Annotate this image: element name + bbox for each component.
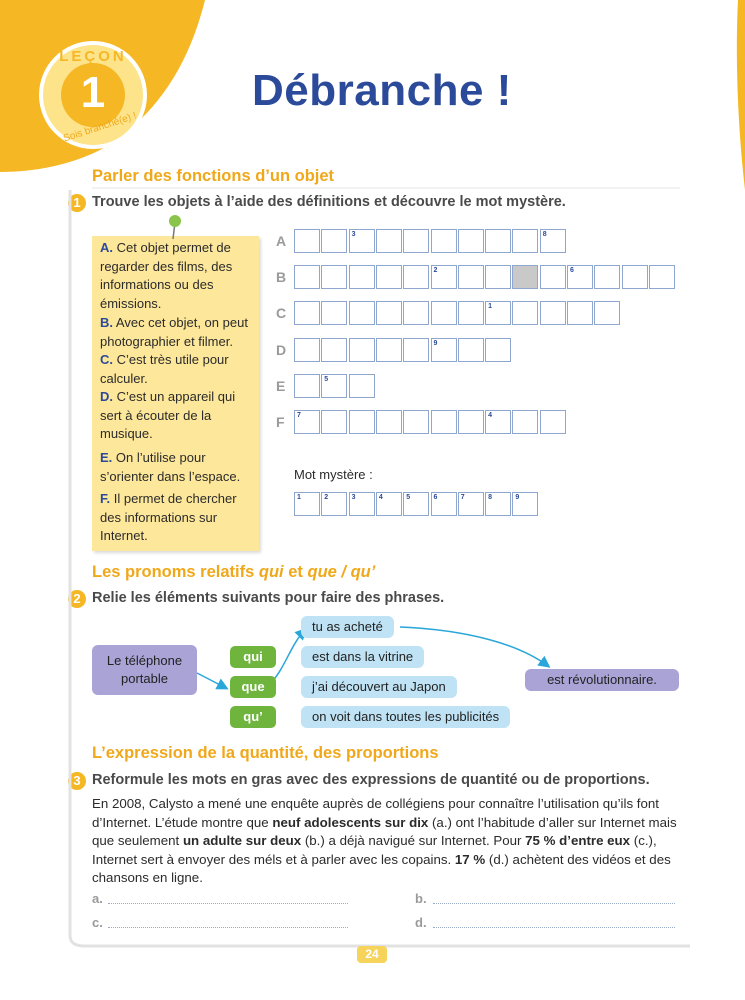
- result-box[interactable]: est révolutionnaire.: [525, 669, 679, 691]
- subject-box: Le téléphone portable: [92, 645, 197, 695]
- exercise2-instruction: Relie les éléments suivants pour faire des phrases.: [92, 590, 445, 606]
- cell-number: 5: [324, 376, 329, 383]
- cell-number: 4: [378, 494, 383, 501]
- lesson-number: 1: [80, 68, 106, 117]
- cell-number: 1: [297, 494, 301, 501]
- cell-number: 8: [488, 494, 492, 501]
- cell-number: 4: [488, 412, 492, 419]
- exercise-number-3: 3: [68, 772, 86, 790]
- grid-row-label-e: E: [276, 378, 286, 394]
- answer-label-b: b.: [415, 891, 427, 906]
- answer-label-a: a.: [92, 891, 103, 906]
- exercise-number-2: 2: [68, 590, 86, 608]
- section3-title: L’expression de la quantité, des proportions: [92, 744, 439, 762]
- section2-title: Les pronoms relatifs qui et que / qu’: [92, 563, 376, 581]
- cell-number: 9: [515, 494, 520, 501]
- grid-row-label-c: C: [276, 305, 287, 321]
- definition-c: C. C’est très utile pour calculer.: [100, 352, 229, 386]
- lesson-label: LEÇON: [59, 48, 127, 65]
- cell-number: 3: [351, 231, 356, 238]
- exercise3-paragraph: En 2008, Calysto a mené une enquête auprès de collégiens pour connaître l’utilisation qu’ils font d’Internet. L’étude montre que neuf adolescents sur dix (a.) ont l’habitude d’aller sur Internet mais que seulement un adulte sur deux (b.) a déjà navigué sur Internet. Pour 75 % d’entre eux (c.), Internet sert à envoyer des méls et à parler avec les copains. 17 % (d.) achètent des vidéos et des chansons en ligne.: [92, 796, 677, 885]
- clause-1[interactable]: tu as acheté: [301, 616, 394, 638]
- definition-d: D. C’est un appareil qui sert à écouter de la musique.: [100, 389, 236, 441]
- grid-row-label-b: B: [276, 269, 287, 285]
- definition-a: A. Cet objet permet de regarder des films, des informations ou des émissions.: [100, 240, 233, 311]
- section1-title: Parler des fonctions d’un objet: [92, 167, 335, 185]
- clause-4[interactable]: on voit dans toutes les publicités: [301, 706, 510, 728]
- pronoun-qui[interactable]: qui: [230, 646, 276, 668]
- grid-row-label-f: F: [276, 414, 285, 430]
- cell-number: 5: [406, 494, 411, 501]
- pronoun-que[interactable]: que: [230, 676, 276, 698]
- cell-number: 9: [433, 340, 438, 347]
- cell-number: 2: [433, 267, 438, 274]
- answer-label-d: d.: [415, 915, 427, 930]
- clause-2[interactable]: est dans la vitrine: [301, 646, 424, 668]
- definition-f: F. Il permet de chercher des informations sur Internet.: [100, 491, 237, 543]
- mystery-word-label: Mot mystère :: [294, 467, 373, 482]
- exercise3-instruction: Reformule les mots en gras avec des expressions de quantité ou de proportions.: [92, 772, 650, 788]
- cell-number: 3: [351, 494, 356, 501]
- cell-number: 6: [433, 494, 438, 501]
- cell-number: 1: [488, 303, 492, 310]
- definition-e: E. On l’utilise pour s’orienter dans l’espace.: [100, 450, 241, 484]
- page-title: Débranche !: [252, 66, 512, 115]
- lesson-motto: Sois branché(e) !: [62, 110, 138, 145]
- cell-number: 7: [460, 494, 465, 501]
- exercise1-instruction: Trouve les objets à l’aide des définitions et découvre le mot mystère.: [92, 194, 566, 210]
- cell-number: 7: [297, 412, 301, 419]
- cell-number: 8: [542, 231, 547, 238]
- page-number: 24: [357, 946, 387, 963]
- cell-number: 6: [570, 267, 574, 274]
- cell-number: 2: [324, 494, 329, 501]
- grid-row-label-a: A: [276, 233, 287, 249]
- definition-b: B. Avec cet objet, on peut photographier et filmer.: [100, 315, 248, 349]
- answer-label-c: c.: [92, 915, 103, 930]
- exercise-number-1: 1: [68, 194, 86, 212]
- grid-row-label-d: D: [276, 342, 287, 358]
- pronoun-qu[interactable]: qu’: [230, 706, 276, 728]
- clause-3[interactable]: j’ai découvert au Japon: [301, 676, 457, 698]
